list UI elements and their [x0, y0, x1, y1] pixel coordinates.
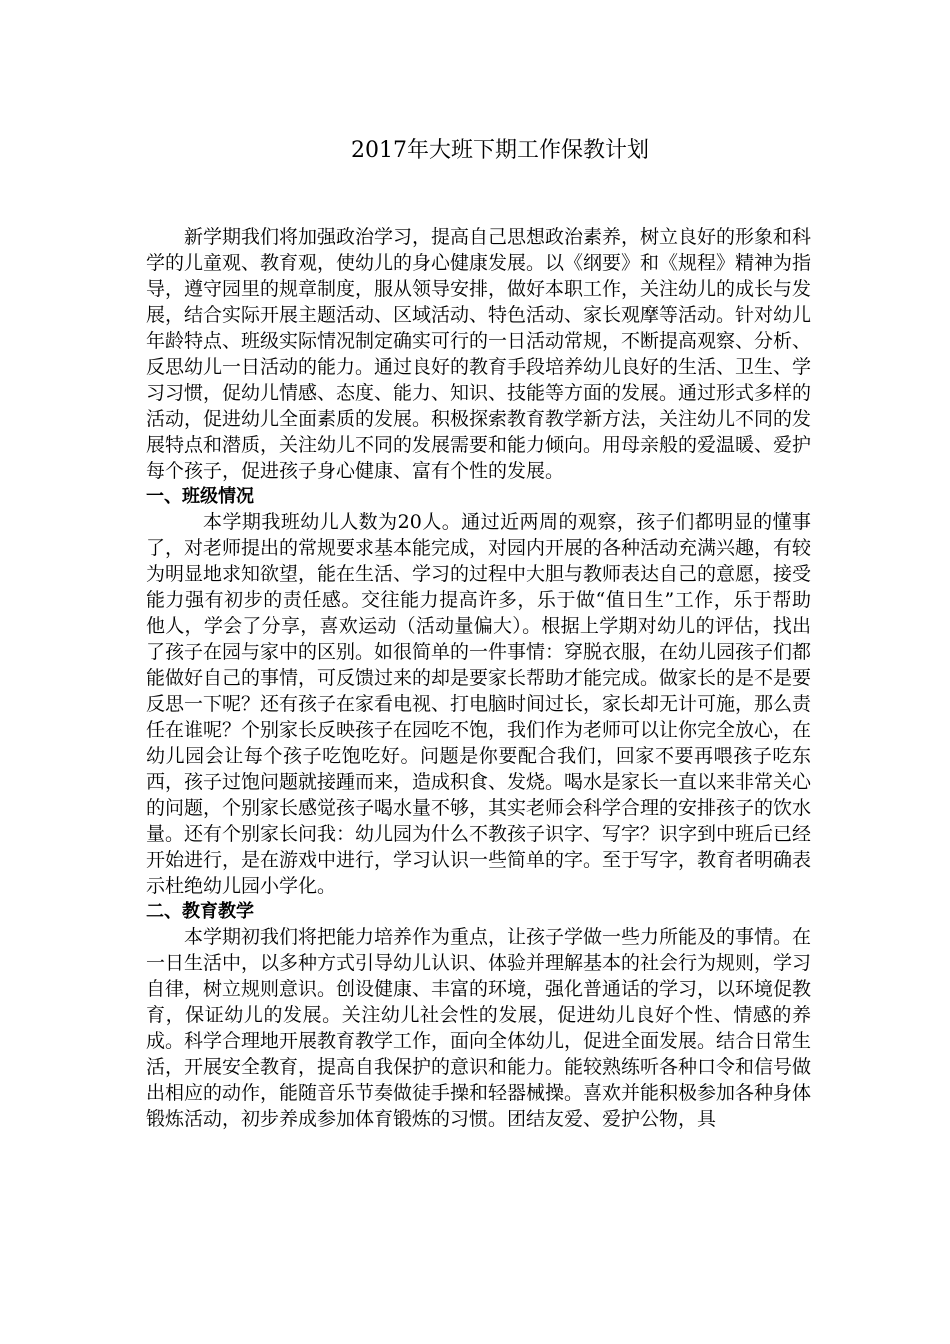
- section-paragraph-teaching: 本学期初我们将把能力培养作为重点，让孩子学做一些力所能及的事情。在一日生活中，以多种方式引导幼儿认识、体验并理解基本的社会行为规则，学习自律，树立规则意识。创设健康、丰富的环境，强化普通话的学习，以环境促教育，保证幼儿的发展。关注幼儿社会性的发展，促进幼儿良好个性、情感的养成。科学合理地开展教育教学工作，面向全体幼儿，促进全面发展。结合日常生活，开展安全教育，提高自我保护的意识和能力。能较熟练听各种口令和信号做出相应的动作，能随音乐节奏做徒手操和轻器械操。喜欢并能积极参加各种身体锻炼活动，初步养成参加体育锻炼的习惯。团结友爱、爱护公物，具: [146, 926, 812, 1130]
- document-body: [146, 224, 811, 1132]
- section-heading-teaching: 二、教育教学: [146, 901, 254, 922]
- section-paragraph-class-status: 本学期我班幼儿人数为20人。通过近两周的观察，孩子们都明显的懂事了，对老师提出的常规要求基本能完成，对园内开展的各种活动充满兴趣，有较为明显地求知欲望，能在生活、学习的过程中大胆与教师表达自己的意愿，接受能力强有初步的责任感。交往能力提高许多，乐于做“值日生”工作，乐于帮助他人，学会了分享，喜欢运动（活动量偏大）。根据上学期对幼儿的评估，找出了孩子在园与家中的区别。如很简单的一件事情：穿脱衣服，在幼儿园孩子们都能做好自己的事情，可反馈过来的却是要家长帮助才能完成。做家长的是不是要反思一下呢？还有孩子在家看电视、打电脑时间过长，家长却无计可施，那么责任在谁呢？个别家长反映孩子在园吃不饱，我们作为老师可以让你完全放心，在幼儿园会让每个孩子吃饱吃好。问题是你要配合我们，回家不要再喂孩子吃东西，孩子过饱问题就接踵而来，造成积食、发烧。喝水是家长一直以来非常关心的问题，个别家长感觉孩子喝水量不够，其实老师会科学合理的安排孩子的饮水量。还有个别家长问我：幼儿园为什么不教孩子识字、写字？识字到中班后已经开始进行，是在游戏中进行，学习认识一些简单的字。至于写字，教育者明确表示杜绝幼儿园小学化。: [146, 511, 812, 897]
- document-title: 2017年大班下期工作保教计划: [351, 138, 649, 163]
- section-heading-class-status: 一、班级情况: [146, 486, 254, 507]
- intro-paragraph: 新学期我们将加强政治学习，提高自己思想政治素养，树立良好的形象和科学的儿童观、教育观，使幼儿的身心健康发展。以《纲要》和《规程》精神为指导，遵守园里的规章制度，服从领导安排，做好本职工作，关注幼儿的成长与发展，结合实际开展主题活动、区域活动、特色活动、家长观摩等活动。针对幼儿年龄特点、班级实际情况制定确实可行的一日活动常规，不断提高观察、分析、反思幼儿一日活动的能力。通过良好的教育手段培养幼儿良好的生活、卫生、学习习惯，促幼儿情感、态度、能力、知识、技能等方面的发展。通过形式多样的活动，促进幼儿全面素质的发展。积极探索教育教学新方法，关注幼儿不同的发展特点和潜质，关注幼儿不同的发展需要和能力倾向。用母亲般的爱温暖、爱护每个孩子，促进孩子身心健康、富有个性的发展。: [146, 226, 812, 482]
